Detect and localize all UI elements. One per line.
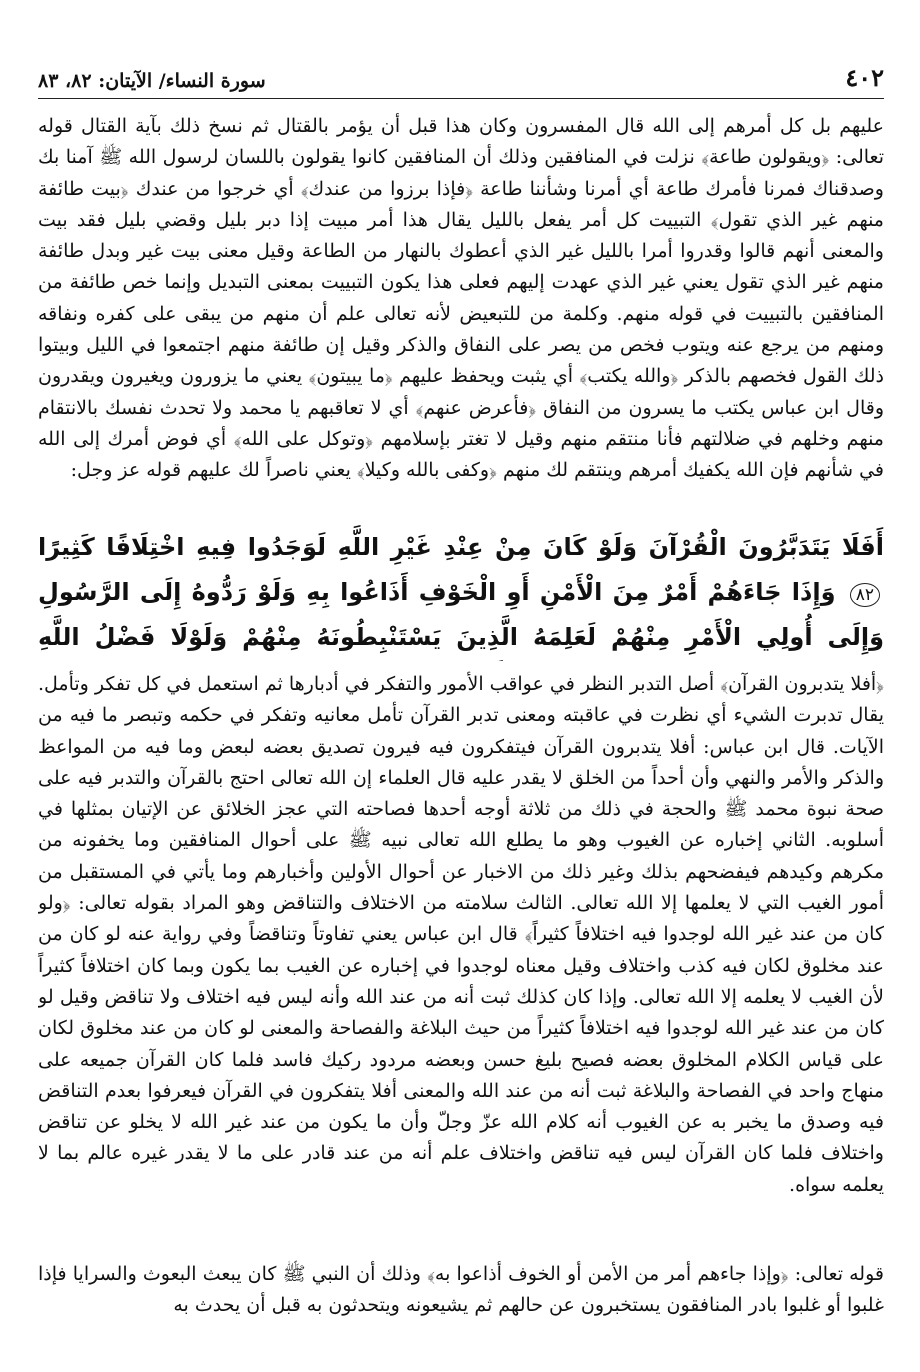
commentary-paragraph-2: ﴿أفلا يتدبرون القرآن﴾ أصل التدبر النظر في عواقب الأمور والتفكر في أدبارها ثم استعمل في كل تفكر وتأمل. يقال تدبرت الشيء أي نظرت في عاقبته ومعنى تدبر القرآن تأمل معانيه وتفكر في حكمه وتبصر ما فيه من الآيات. قال ابن عباس: أفلا يتدبرون القرآن فيتفكرون فيه فيرون تصديق بعضه لبعض وما فيه من المواعظ والذكر والأمر والنهي وأن أحداً من الخلق لا يقدر عليه قال العلماء إن الله تعالى احتج بالقرآن والتدبر فيه على صحة نبوة محمد ﷺ والحجة في ذلك من ثلاثة أوجه أحدها فصاحته التي عجز الخلائق عن الإتيان بمثلها في أسلوبه. الثاني إخباره عن الغيوب وهو ما يطلع الله تعالى نبيه ﷺ على أحوال المنافقين وما يخفونه من مكرهم وكيدهم فيفضحهم بذلك وغير ذلك من الاخبار عن أحوال الأولين وأخبارهم وما يأتي في المستقبل من أمور الغيب التي لا يعلمها إلا الله تعالى. الثالث سلامته من الاختلاف والتناقض وهو المراد بقوله تعالى: ﴿ولو كان من عند غير الله لوجدوا فيه اختلافاً كثيراً﴾ قال ابن عباس يعني تفاوتاً وتناقضاً وفي رواية عنه لو كان من عند مخلوق لكان فيه كذب واختلاف وقيل معناه لوجدوا في إخباره عن الغيب بما يكون وبما كان اختلافاً كثيراً لأن الغيب لا يعلمه إلا الله تعالى. وإذا كان كذلك ثبت أنه من عند الله وأنه ليس فيه اختلاف ولا تناقض وقيل لو كان من عند غير الله لوجدوا فيه اختلافاً كثيراً من حيث البلاغة والفصاحة والمعنى لو كان من عند مخلوق لكان على قياس الكلام المخلوق بعضه فصيح بليغ حسن وبعضه مردود ركيك فاسد فلما كان القرآن جميعه على منهاج واحد في الفصاحة والبلاغة ثبت أنه من عند الله والمعنى أفلا يتفكرون في القرآن فيعرفوا بعدم التناقض فيه وصدق ما يخبر به عن الغيوب أنه كلام الله عزّ وجلّ وأن ما يكون من عند غير الله لا يخلو عن تناقض واختلاف فلما كان القرآن ليس فيه تناقض واختلاف علم أنه من عند قادر على ما لا يقدر غيره عالم بما لا يعلمه سواه. (38, 673, 884, 1196)
book-page (38, 58, 884, 1358)
commentary-paragraph-1: عليهم بل كل أمرهم إلى الله قال المفسرون وكان هذا قبل أن يؤمر بالقتال ثم نسخ ذلك بآية القتال قوله تعالى: ﴿ويقولون طاعة﴾ نزلت في المنافقين وذلك أن المنافقين كانوا يقولون باللسان لرسول الله ﷺ آمنا بك وصدقناك فمرنا فأمرك طاعة أي أمرنا وشأننا طاعة ﴿فإذا برزوا من عندك﴾ أي خرجوا من عندك ﴿بيت طائفة منهم غير الذي تقول﴾ التبييت كل أمر يفعل بالليل يقال هذا أمر مبيت إذا دبر بليل وقضي بليل فقد بيت والمعنى أنهم قالوا وقدروا أمرا بالليل غير الذي أعطوك بالنهار من الطاعة وقيل معنى بيت غير وبدل طائفة منهم غير الذي تقول يعني غير الذي عهدت إليهم فعلى هذا يكون التبييت بمعنى التبديل وإنما خص طائفة من المنافقين بالتبييت في قوله منهم. وكلمة من للتبعيض لأنه تعالى علم أن منهم من يبقى على كفره ونفاقه ومنهم من يرجع عنه ويتوب فخص من يصر على النفاق والذكر وقيل إن طائفة منهم اجتمعوا في الليل وبيتوا ذلك القول فخصهم بالذكر ﴿والله يكتب﴾ أي يثبت ويحفظ عليهم ﴿ما يبيتون﴾ يعني ما يزورون ويغيرون ويقدرون وقال ابن عباس يكتب ما يسرون من النفاق ﴿فأعرض عنهم﴾ أي لا تعاقبهم يا محمد ولا تحدث نفسك بالانتقام منهم وخلهم في ضلالتهم فأنا منتقم منهم وقيل لا تغتر بإسلامهم ﴿وتوكل على الله﴾ أي فوض أمرك إلى الله في شأنهم فإن الله يكفيك أمرهم وينتقم لك منهم ﴿وكفى بالله وكيلا﴾ يعني ناصراً لك عليهم قوله عز وجل: (38, 115, 884, 482)
ayah-number-82: ٨٢ (850, 583, 880, 607)
running-title: سورة النساء/ الآيتان: ٨٢، ٨٣ (38, 70, 266, 92)
verse-83-text: وَإِذَا جَاءَهُمْ أَمْرٌ مِنَ الْأَمْنِ أَوِ الْخَوْفِ أَذَاعُوا بِهِ وَلَوْ رَدُّوهُ إِلَى الرَّسُولِ وَإِلَى أُولِي الْأَمْرِ مِنْهُمْ لَعَلِمَهُ الَّذِينَ يَسْتَنْبِطُونَهُ مِنْهُمْ وَلَوْلَا فَضْلُ اللَّهِ (38, 578, 884, 651)
quran-verses (38, 525, 884, 661)
commentary-paragraph-3: قوله تعالى: ﴿وإذا جاءهم أمر من الأمن أو الخوف أذاعوا به﴾ وذلك أن النبي ﷺ كان يبعث البعوث والسرايا فإذا غلبوا أو غلبوا بادر المنافقون يستخبرون عن حالهم ثم يشيعونه ويتحدثون به قبل أن يحدث به (38, 1263, 884, 1317)
page-number: ٤٠٢ (845, 63, 884, 92)
verse-82-text: أَفَلَا يَتَدَبَّرُونَ الْقُرْآنَ وَلَوْ كَانَ مِنْ عِنْدِ غَيْرِ اللَّهِ لَوَجَدُوا فِيهِ اخْتِلَافًا كَثِيرًا (38, 533, 884, 561)
page-header (38, 58, 884, 99)
